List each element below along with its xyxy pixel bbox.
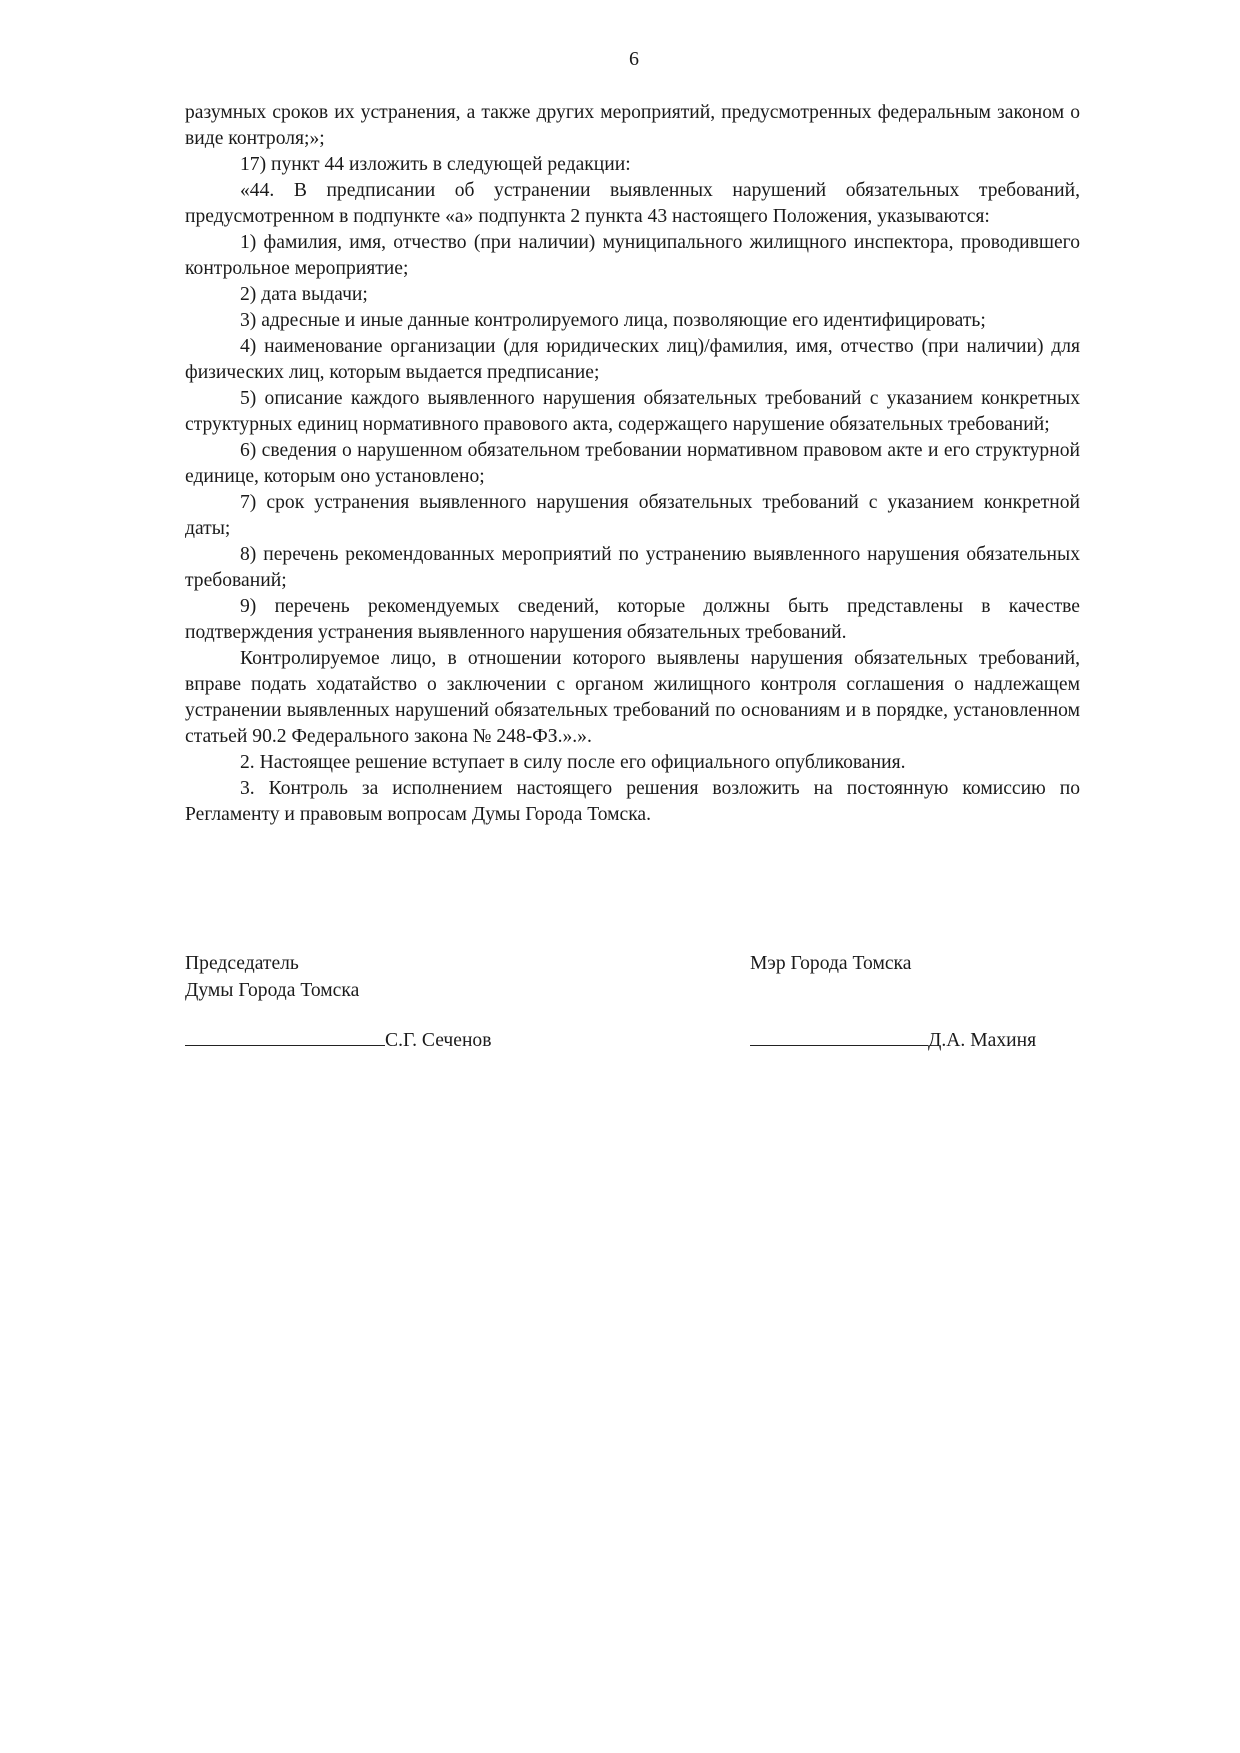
signature-left <box>185 950 491 1054</box>
left-title-line1: Председатель <box>185 953 299 974</box>
paragraph: «44. В предписании об устранении выявленных нарушений обязательных требований, предусмотренном в подпункте «а» подпункта 2 пункта 43 настоящего Положения, указываются: <box>185 180 1080 227</box>
right-signer-name: Д.А. Махиня <box>928 1030 1037 1051</box>
paragraph: разумных сроков их устранения, а также других мероприятий, предусмотренных федеральным законом о виде контроля;»; <box>185 102 1080 149</box>
signature-right <box>750 950 1036 1054</box>
page-number: 6 <box>629 48 639 70</box>
paragraph: 8) перечень рекомендованных мероприятий по устранению выявленного нарушения обязательных требований; <box>185 544 1080 591</box>
paragraph: 9) перечень рекомендуемых сведений, которые должны быть представлены в качестве подтверждения устранения выявленного нарушения обязательных требований. <box>185 596 1080 643</box>
left-signer-name: С.Г. Сеченов <box>385 1030 492 1051</box>
paragraph: 5) описание каждого выявленного нарушения обязательных требований с указанием конкретных структурных единиц нормативного правового акта, содержащего нарушение обязательных требований; <box>185 388 1080 435</box>
paragraph: 2. Настоящее решение вступает в силу после его официального опубликования. <box>240 752 906 773</box>
signature-line <box>750 1045 928 1046</box>
paragraph: 3) адресные и иные данные контролируемого лица, позволяющие его идентифицировать; <box>240 310 986 331</box>
paragraph: 1) фамилия, имя, отчество (при наличии) муниципального жилищного инспектора, проводившего контрольное мероприятие; <box>185 232 1080 279</box>
paragraph: 17) пункт 44 изложить в следующей редакции: <box>240 154 631 175</box>
paragraph: Контролируемое лицо, в отношении которого выявлены нарушения обязательных требований, вправе подать ходатайство о заключении с органом жилищного контроля соглашения о надлежащем устранении выявленных нарушений обязательных требований по основаниям и в порядке, установленном статьей 90.2 Федерального закона № 248-ФЗ.».». <box>185 648 1080 747</box>
paragraph: 2) дата выдачи; <box>240 284 368 305</box>
document-body <box>185 100 1080 828</box>
right-title-line1: Мэр Города Томска <box>750 953 912 974</box>
paragraph: 3. Контроль за исполнением настоящего решения возложить на постоянную комиссию по Регламенту и правовым вопросам Думы Города Томска. <box>185 778 1080 825</box>
paragraph: 6) сведения о нарушенном обязательном требовании нормативном правовом акте и его структурной единице, которым оно установлено; <box>185 440 1080 487</box>
paragraph: 4) наименование организации (для юридических лиц)/фамилия, имя, отчество (при наличии) для физических лиц, которым выдается предписание; <box>185 336 1080 383</box>
left-title-line2: Думы Города Томска <box>185 980 360 1001</box>
paragraph: 7) срок устранения выявленного нарушения обязательных требований с указанием конкретной даты; <box>185 492 1080 539</box>
signature-line <box>185 1045 385 1046</box>
